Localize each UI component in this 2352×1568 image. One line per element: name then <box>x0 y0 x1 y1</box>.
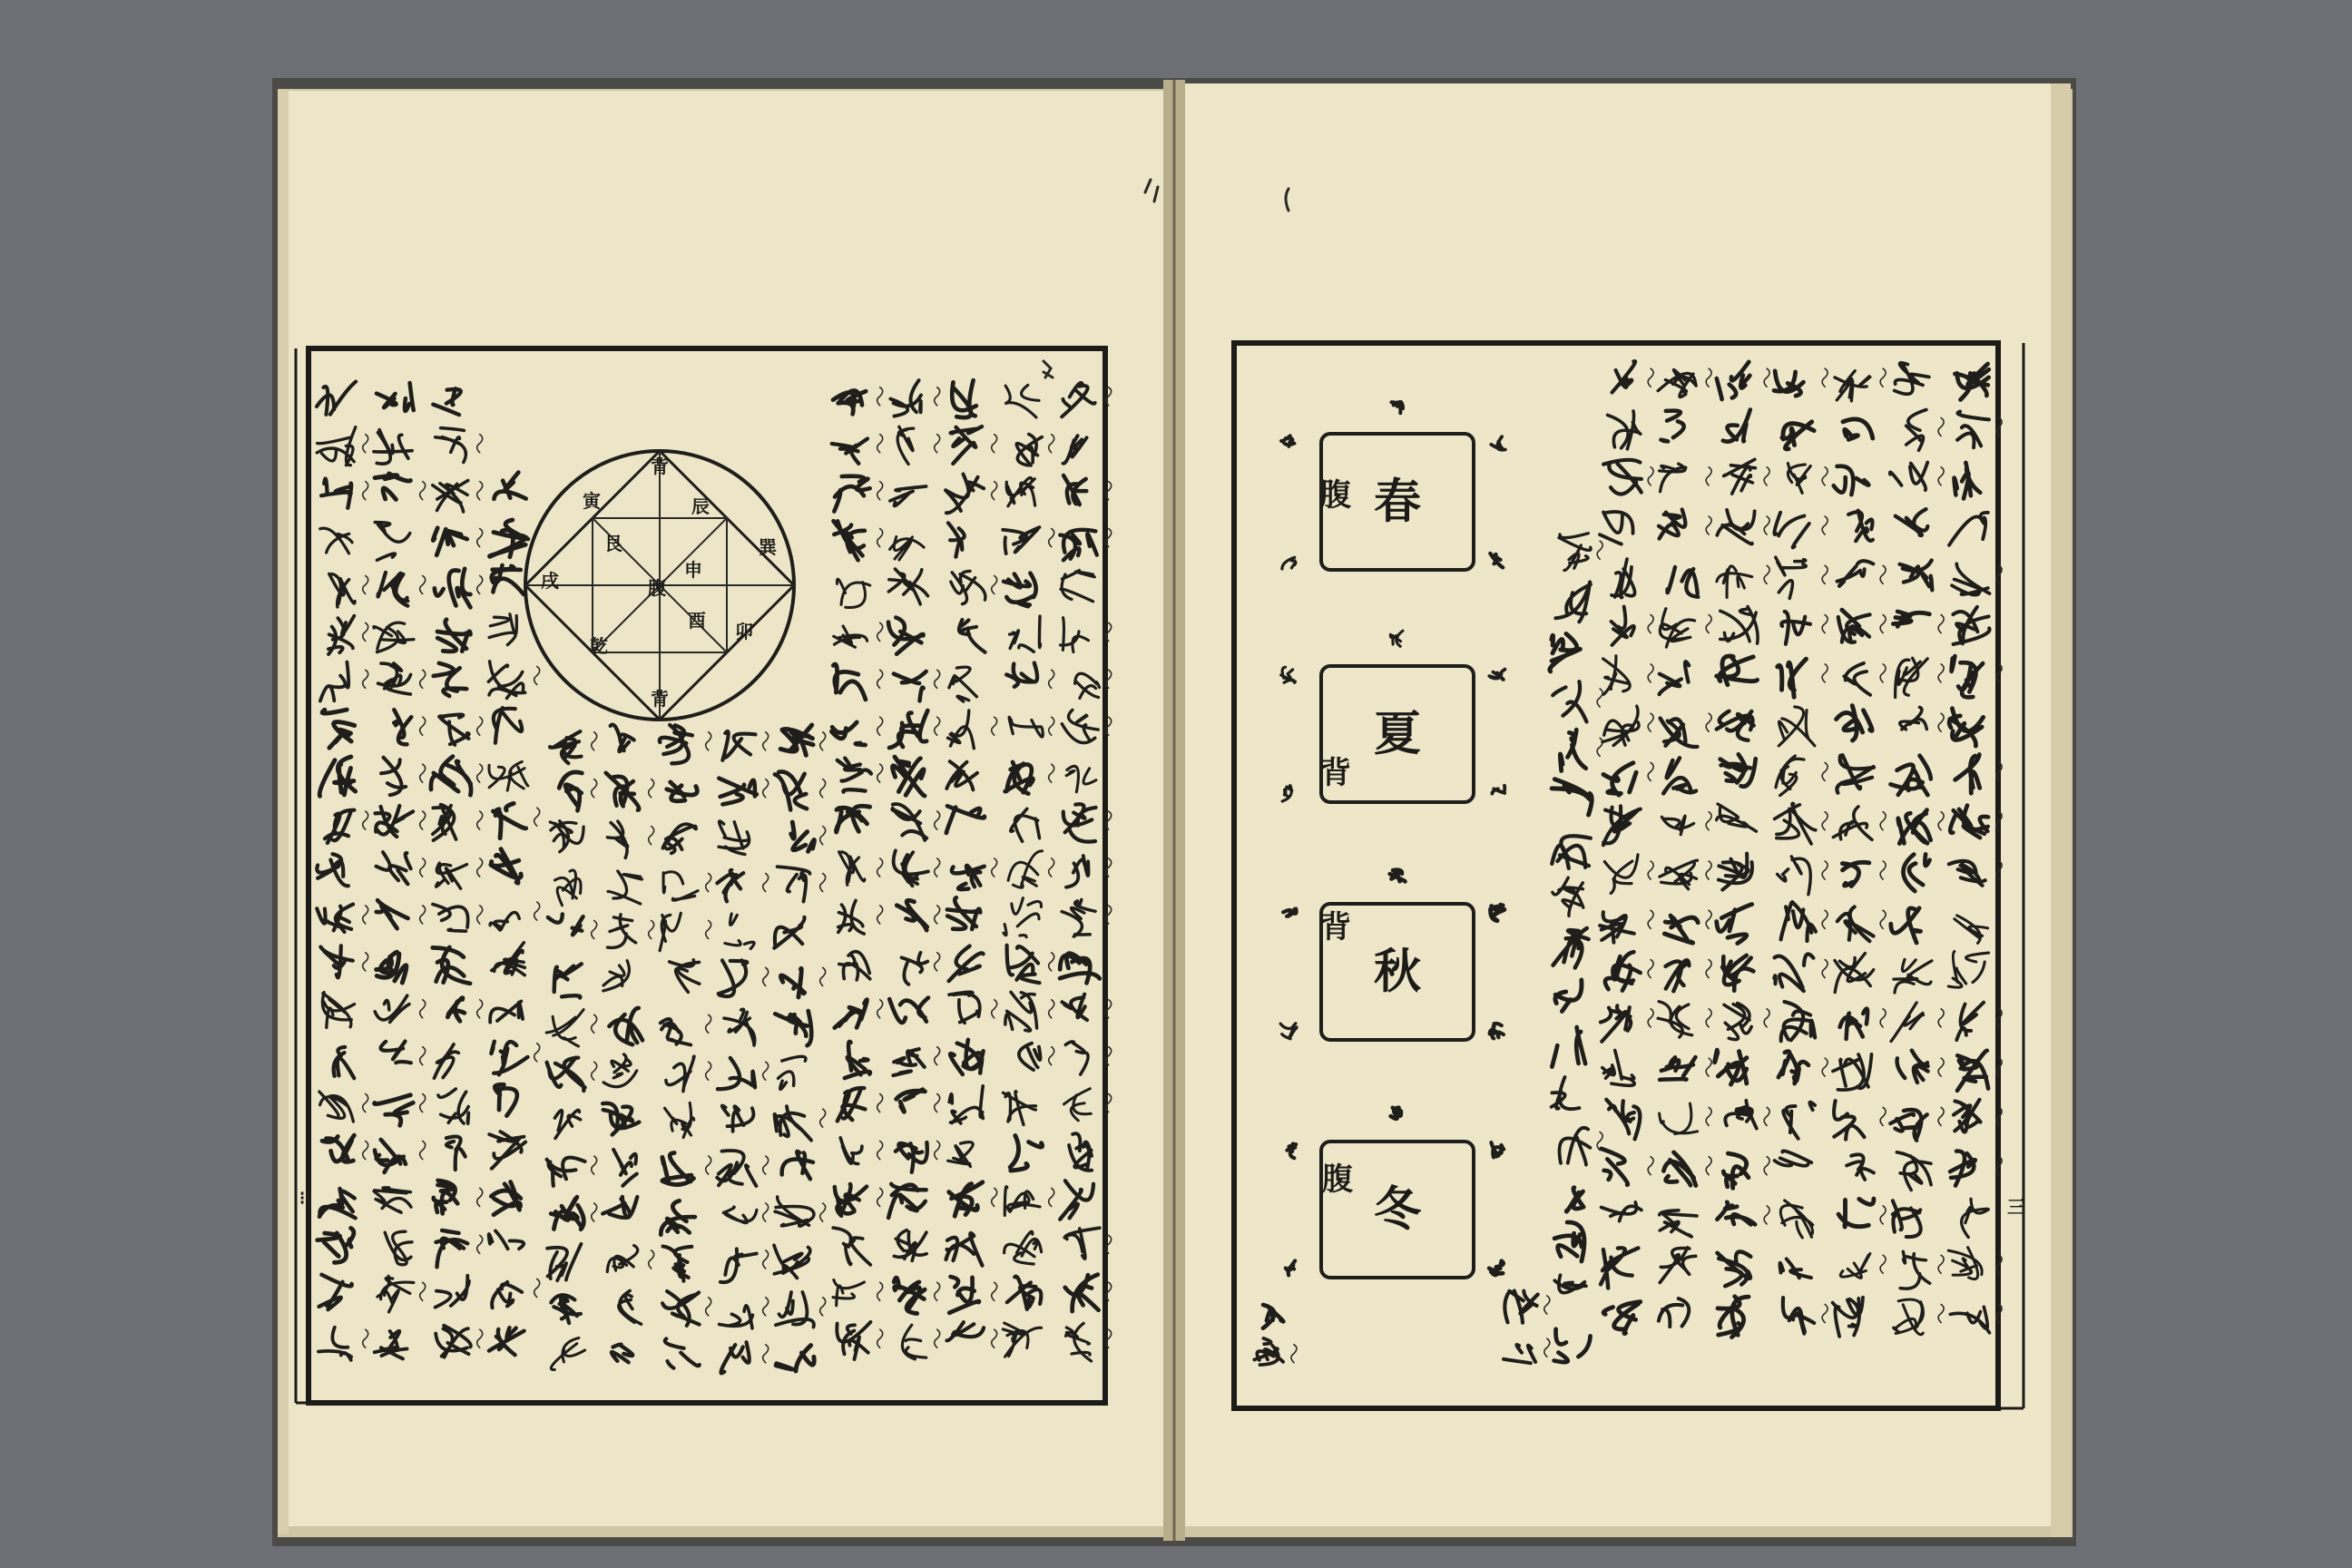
corner-label: 背 <box>1320 755 1351 791</box>
diagram-label-right-mid: 申 <box>684 559 702 581</box>
diagram-label-center: 腹 <box>648 577 666 599</box>
left-page <box>283 91 1169 1526</box>
diagram-label-upper-right: 辰 <box>691 495 710 517</box>
season-label: 夏 <box>1373 706 1422 762</box>
corner-label: 背 <box>1320 909 1351 946</box>
diagram-label-right-lower: 酉 <box>688 610 706 632</box>
right-page-number-mark: 三 <box>2007 1196 2025 1218</box>
left-page-number-mark: ⁝ <box>299 1187 306 1209</box>
season-label: 春 <box>1373 474 1422 530</box>
compass-diagram <box>525 451 794 720</box>
left-fore-edge <box>278 91 289 1534</box>
corner-label: 腹 <box>1322 1161 1353 1198</box>
diagram-label-top: 背 <box>651 456 669 477</box>
diagram-label-lower: 背 <box>651 688 669 710</box>
season-label: 冬 <box>1373 1181 1422 1238</box>
season-label: 秋 <box>1373 944 1422 1000</box>
diagram-label-left-mid: 艮 <box>604 533 622 554</box>
diagram-label-right: 巽 <box>759 536 777 558</box>
diagram-label-left: 戌 <box>541 570 559 592</box>
diagram-label-left-upper: 寅 <box>583 490 601 512</box>
corner-label: 腹 <box>1320 477 1351 514</box>
right-fore-edge <box>2051 83 2071 1537</box>
diagram-label-lower-left: 乾 <box>590 635 608 657</box>
calligraphy-glyph <box>1390 870 1406 882</box>
diagram-label-lower-right: 卯 <box>735 621 753 642</box>
